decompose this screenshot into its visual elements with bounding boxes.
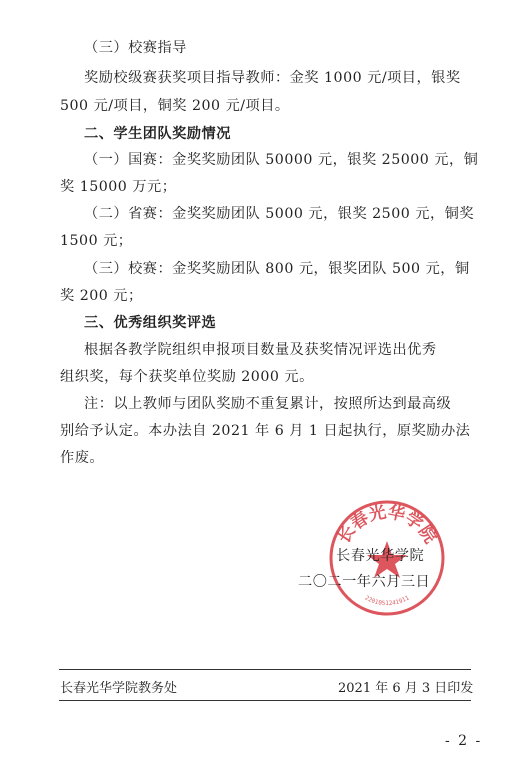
signature-date: 二〇二一年六月三日 [298,574,431,590]
paragraph-line: 奖 15000 万元； [60,179,177,195]
section-heading-student-team-awards: 二、学生团队奖励情况 [84,126,231,142]
page-number: - 2 - [445,733,483,749]
footer-top-divider [59,669,471,670]
footer-bottom-divider [59,700,471,701]
paragraph-line: 作废。 [60,450,105,466]
section-heading-school-competition: （三）校赛指导 [84,40,187,56]
paragraph-line: 1500 元； [60,233,133,249]
paragraph-line: 奖 200 元； [60,288,143,304]
paragraph-line: （二）省赛：金奖奖励团队 5000 元，银奖 2500 元，铜奖 [84,206,475,222]
footer-issuer: 长春光华学院教务处 [60,681,178,696]
signature-organization: 长春光华学院 [336,548,425,564]
section-heading-organization-award: 三、优秀组织奖评选 [84,315,217,331]
paragraph-line: （一）国赛：金奖奖励团队 50000 元，银奖 25000 元，铜 [84,152,479,168]
paragraph-line: 根据各教学院组织申报项目数量及获奖情况评选出优秀 [84,342,437,358]
paragraph-line: 500 元/项目，铜奖 200 元/项目。 [60,98,290,114]
paragraph-line: 奖励校级赛获奖项目指导教师：金奖 1000 元/项目，银奖 [84,70,461,86]
footer-print-date: 2021 年 6 月 3 日印发 [338,681,474,696]
paragraph-line: 组织奖，每个获奖单位奖励 2000 元。 [60,369,314,385]
paragraph-line: 注：以上教师与团队奖励不重复累计，按照所达到最高级 [84,396,452,412]
svg-text:2201051241911: 2201051241911 [363,594,411,608]
svg-text:长春光华学院: 长春光华学院 [333,502,441,548]
paragraph-line: （三）校赛：金奖奖励团队 800 元，银奖团队 500 元，铜 [84,261,470,277]
paragraph-line: 别给予认定。本办法自 2021 年 6 月 1 日起执行，原奖励办法 [60,423,471,439]
